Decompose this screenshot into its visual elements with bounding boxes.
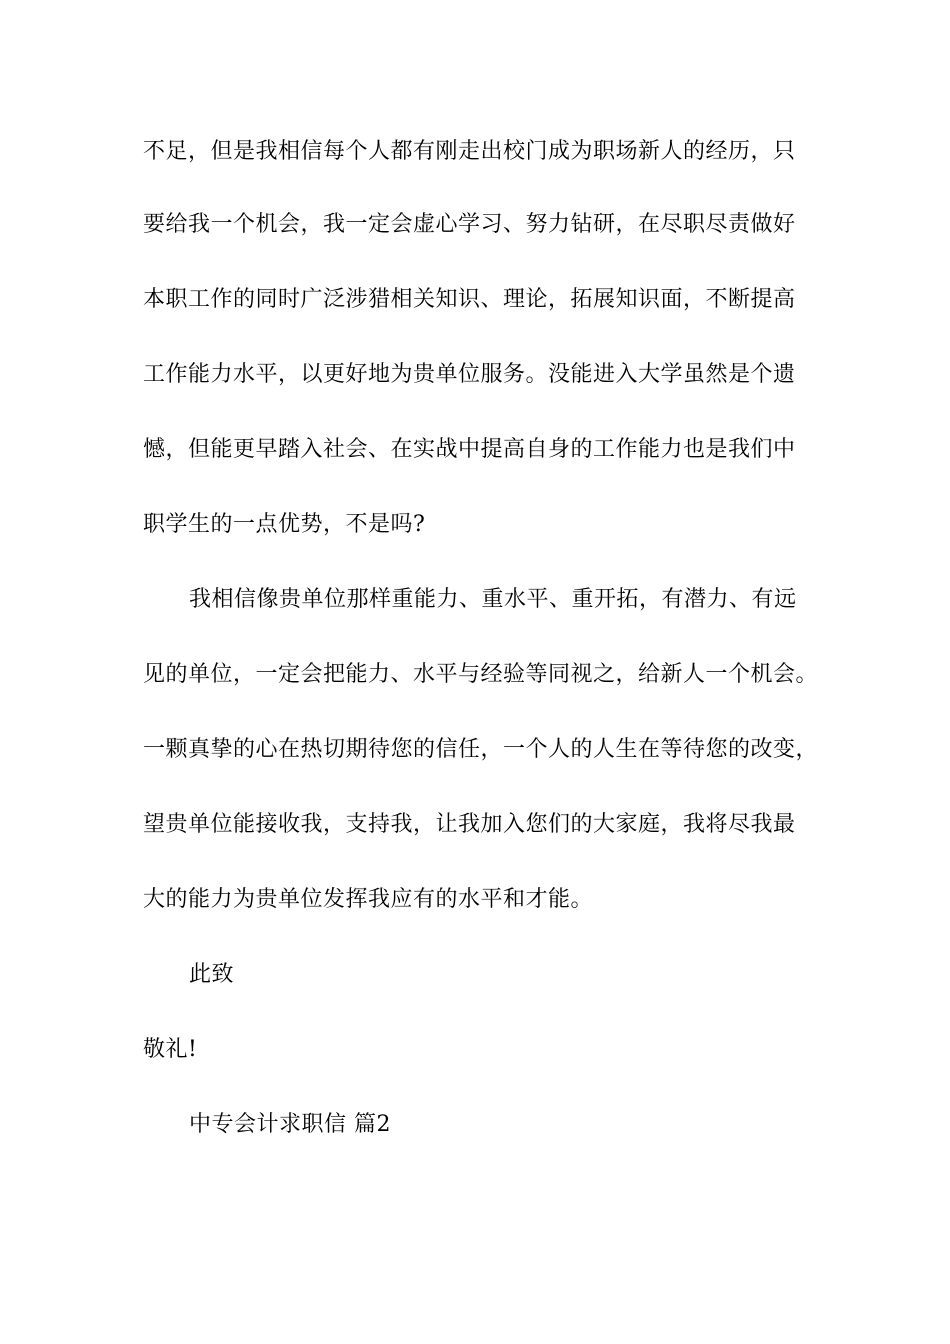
body-line-1: 不足，但是我相信每个人都有刚走出校门成为职场新人的经历，只	[143, 139, 796, 164]
closing-regards: 敬礼!	[143, 1037, 198, 1062]
paragraph-2-line-2: 见的单位，一定会把能力、水平与经验等同视之，给新人一个机会。	[143, 662, 819, 687]
paragraph-2-line-5: 大的能力为贵单位发挥我应有的水平和才能。	[143, 887, 594, 912]
paragraph-2-line-3: 一颗真挚的心在热切期待您的信任，一个人的人生在等待您的改变，	[143, 737, 819, 762]
section-heading: 中专会计求职信 篇2	[189, 1112, 391, 1137]
body-line-2: 要给我一个机会，我一定会虚心学习、努力钻研，在尽职尽责做好	[143, 212, 796, 237]
body-line-4: 工作能力水平，以更好地为贵单位服务。没能进入大学虽然是个遗	[143, 362, 796, 387]
body-line-3: 本职工作的同时广泛涉猎相关知识、理论，拓展知识面，不断提高	[143, 287, 796, 312]
paragraph-2-line-1: 我相信像贵单位那样重能力、重水平、重开拓，有潜力、有远	[189, 587, 797, 612]
body-line-6: 职学生的一点优势，不是吗?	[143, 512, 426, 537]
body-line-5: 憾，但能更早踏入社会、在实战中提高自身的工作能力也是我们中	[143, 437, 796, 462]
paragraph-2-line-4: 望贵单位能接收我，支持我，让我加入您们的大家庭，我将尽我最	[143, 812, 796, 837]
closing-salutation: 此致	[189, 962, 235, 987]
